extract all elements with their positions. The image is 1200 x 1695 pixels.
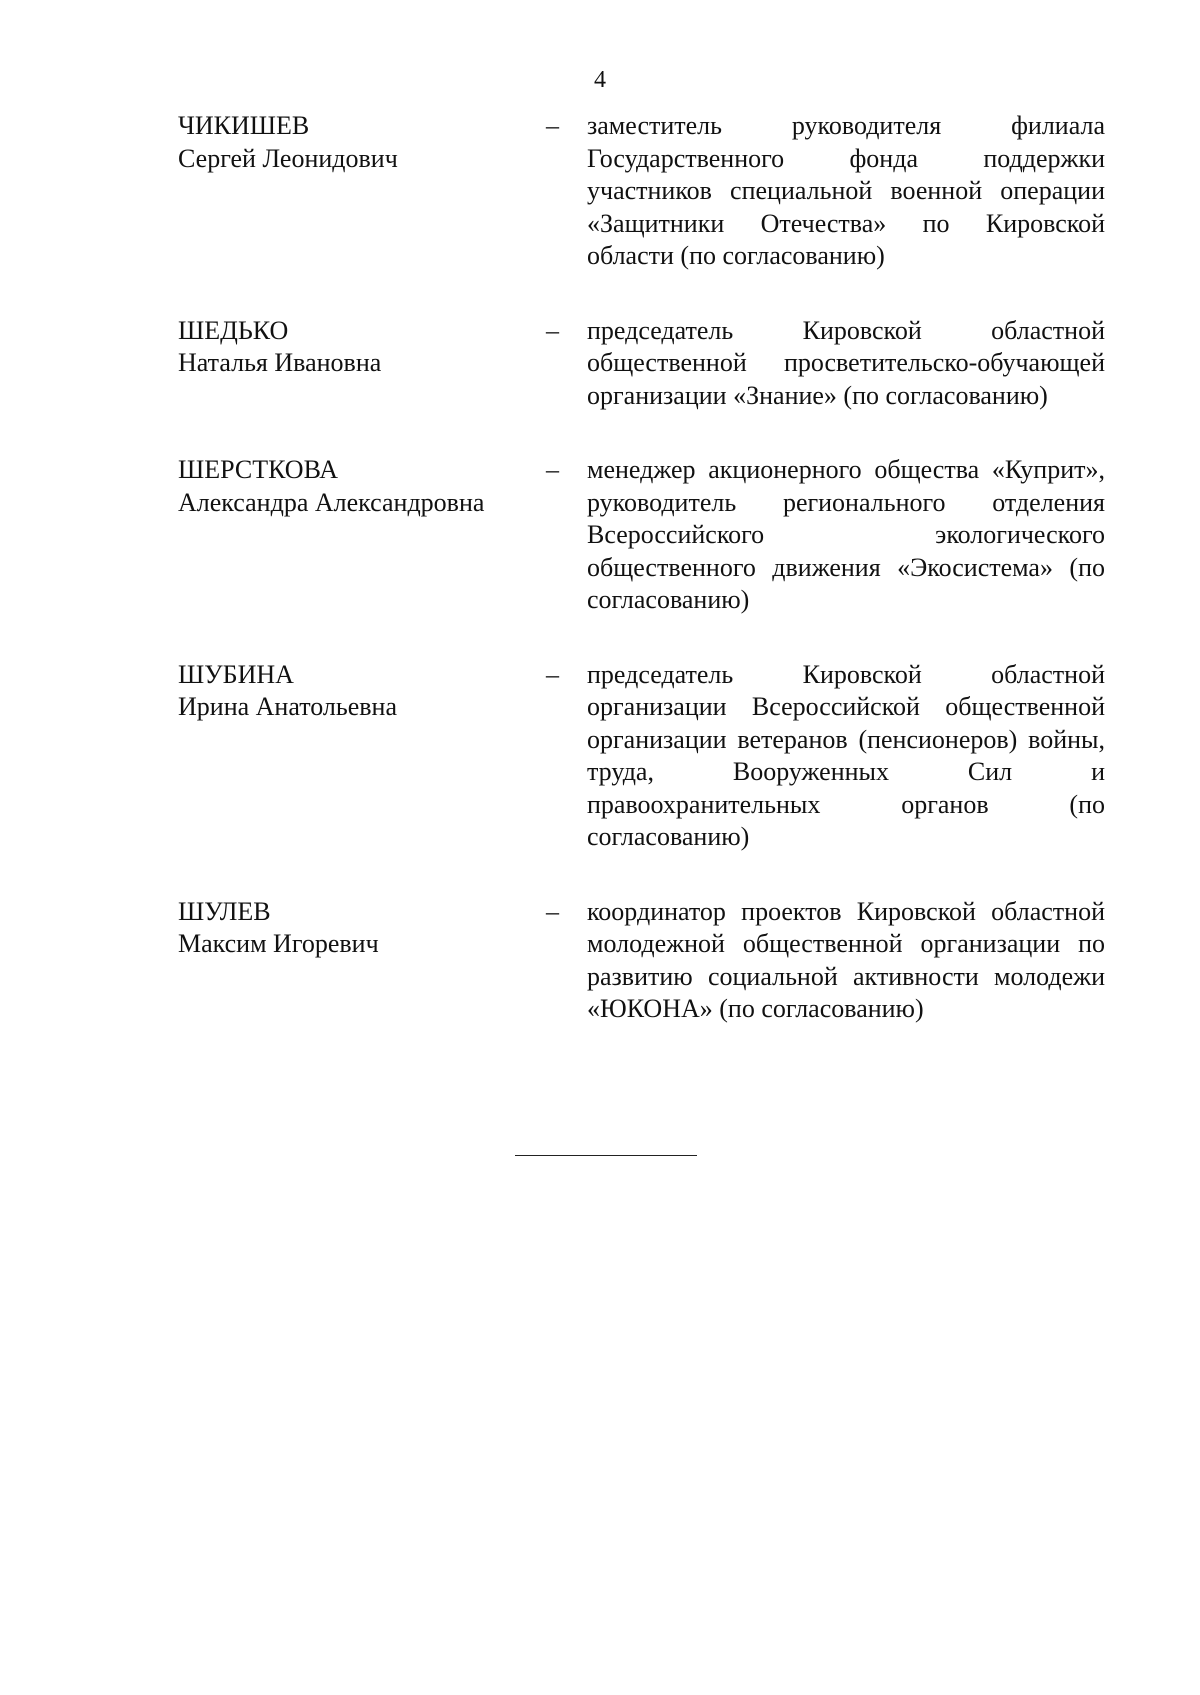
- list-item: [0, 110, 1200, 273]
- member-given-names: Александра Александровна: [178, 487, 485, 517]
- member-surname: ШЕРСТКОВА: [178, 455, 339, 484]
- list-item: [0, 315, 1200, 413]
- dash-separator: –: [546, 896, 559, 926]
- member-surname: ШУБИНА: [178, 659, 294, 689]
- member-name: [178, 315, 548, 413]
- member-given-names: Максим Игоревич: [178, 929, 379, 958]
- member-role: председатель Кировской областной общественной просветительско-обучающей организации «Знание» (по согласованию): [587, 315, 1105, 410]
- member-role: менеджер акционерного общества «Куприт», руководитель регионального отделения Всероссийского экологического общественного движения «Экосистема» (по согласованию): [587, 455, 1105, 614]
- page-number: 4: [594, 67, 606, 93]
- member-given-names: Сергей Леонидович: [178, 143, 398, 173]
- closing-divider: [515, 1155, 697, 1156]
- member-surname: ШЕДЬКО: [178, 315, 289, 345]
- member-role: председатель Кировской областной организации Всероссийской общественной организации ветеранов (пенсионеров) войны, труда, Вооруженных Сил и правоохранительных органов (по согласованию): [587, 659, 1105, 851]
- list-item: [0, 896, 1200, 1026]
- member-surname: ШУЛЕВ: [178, 896, 271, 926]
- member-name: [178, 659, 548, 854]
- dash-separator: –: [546, 315, 559, 345]
- dash-separator: –: [546, 111, 559, 140]
- member-role: заместитель руководителя филиала Государственного фонда поддержки участников специальной военной операции «Защитники Отечества» по Кировской области (по согласованию): [587, 111, 1105, 270]
- member-role: координатор проектов Кировской областной молодежной общественной организации по развитию социальной активности молодежи «ЮКОНА» (по согласованию): [587, 896, 1105, 1023]
- member-given-names: Ирина Анатольевна: [178, 692, 397, 721]
- member-name: [178, 110, 548, 273]
- member-name: [178, 454, 548, 617]
- dash-separator: –: [546, 455, 559, 484]
- member-given-names: Наталья Ивановна: [178, 348, 382, 377]
- member-surname: ЧИКИШЕВ: [178, 111, 310, 140]
- list-item: [0, 659, 1200, 854]
- member-list: [0, 110, 1200, 1026]
- member-name: [178, 896, 548, 1026]
- list-item: [0, 454, 1200, 617]
- dash-separator: –: [546, 659, 559, 689]
